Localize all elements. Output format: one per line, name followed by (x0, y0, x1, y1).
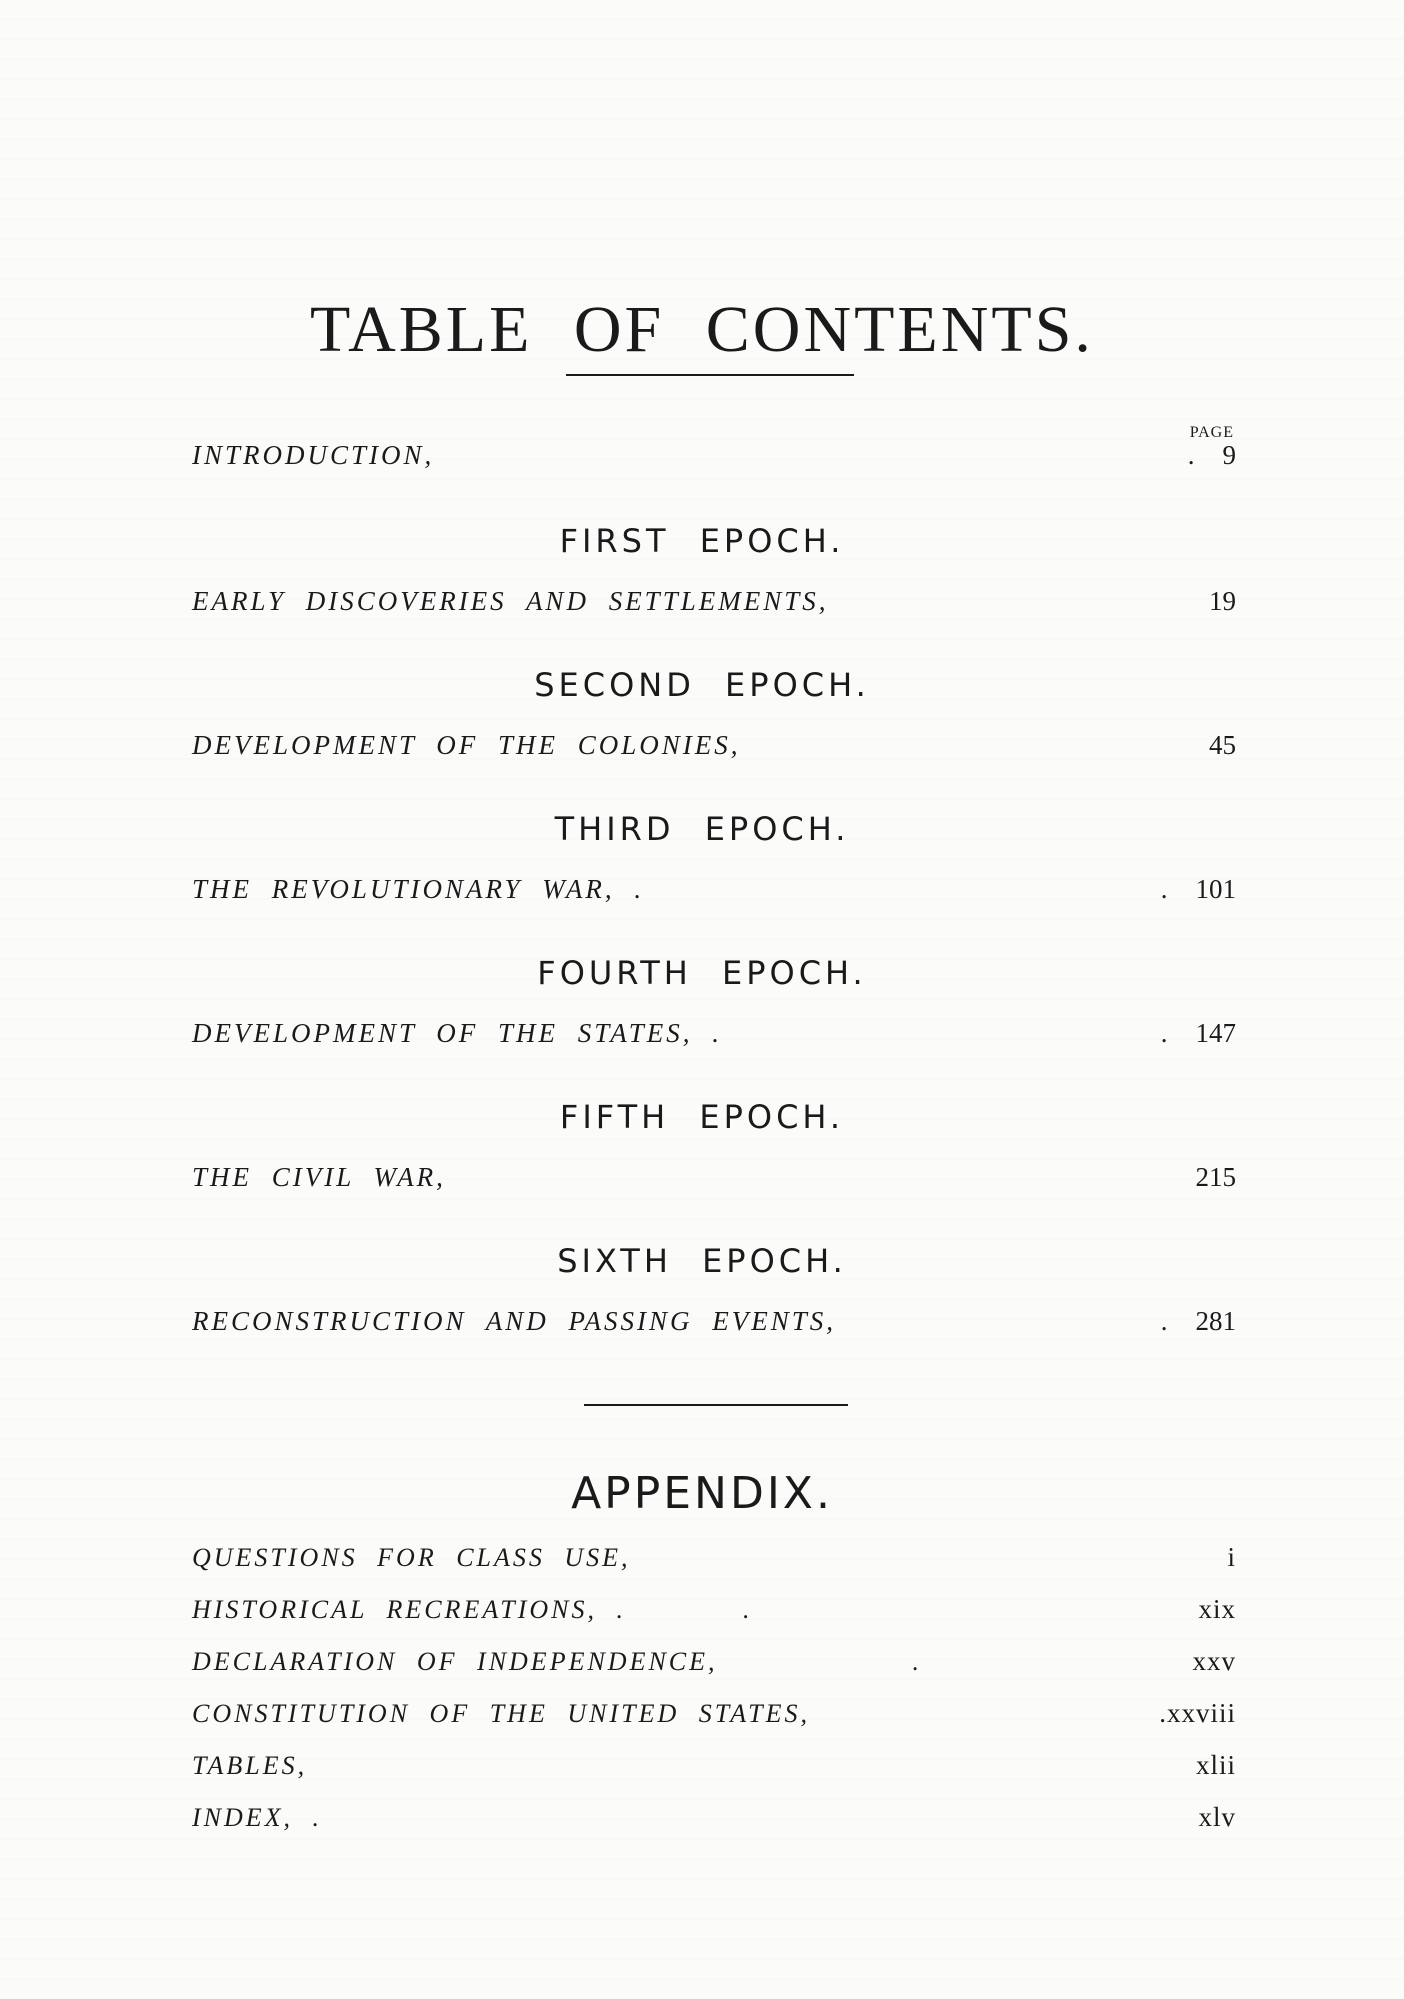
entry-title: RECONSTRUCTION AND PASSING EVENTS, (192, 1306, 837, 1336)
entry-page-number: 9 (1222, 440, 1236, 470)
epoch-heading: FIFTH EPOCH. (559, 1098, 845, 1136)
appendix-entry[interactable] (192, 1802, 1236, 1842)
toc-entry[interactable] (192, 586, 1236, 626)
leader-dot: . (1160, 1018, 1168, 1048)
entry-page-number: 101 (1195, 874, 1236, 904)
epoch-heading: FOURTH EPOCH. (537, 954, 867, 992)
entry-title: EARLY DISCOVERIES AND SETTLEMENTS, (192, 586, 829, 616)
entry-title: TABLES, (192, 1751, 308, 1780)
entry-page-number: xlii (1195, 1750, 1236, 1780)
entry-title: CONSTITUTION OF THE UNITED STATES, (192, 1699, 811, 1728)
toc-entry[interactable] (192, 1018, 1236, 1058)
entry-page-number: .xxviii (1159, 1698, 1236, 1728)
page-column-label: PAGE (1189, 424, 1234, 441)
entry-title: DECLARATION OF INDEPENDENCE, . (192, 1647, 923, 1676)
toc-entry-introduction[interactable] (192, 440, 1236, 480)
leader-dot: . (1187, 440, 1195, 470)
entry-page-number: xix (1198, 1594, 1236, 1624)
appendix-entry[interactable] (192, 1698, 1236, 1738)
entry-page-number: 19 (1209, 586, 1236, 616)
entry-page-number: i (1227, 1542, 1236, 1572)
epoch-heading: FIRST EPOCH. (559, 522, 845, 560)
entry-title: HISTORICAL RECREATIONS, . . (192, 1595, 753, 1624)
entry-title: THE REVOLUTIONARY WAR, . (192, 874, 645, 904)
entry-title: INDEX, . (192, 1803, 323, 1832)
entry-page-number: 281 (1195, 1306, 1236, 1336)
toc-entry[interactable] (192, 1162, 1236, 1202)
epoch-heading: THIRD EPOCH. (554, 810, 850, 848)
toc-entry[interactable] (192, 730, 1236, 770)
entry-title: THE CIVIL WAR, (192, 1162, 446, 1192)
appendix-entry[interactable] (192, 1594, 1236, 1634)
epoch-heading: SIXTH EPOCH. (557, 1242, 847, 1280)
appendix-entry[interactable] (192, 1750, 1236, 1790)
toc-entry[interactable] (192, 874, 1236, 914)
leader-dot: . (1160, 1306, 1168, 1336)
entry-title: INTRODUCTION, (192, 440, 435, 470)
epoch-heading: SECOND EPOCH. (534, 666, 870, 704)
entry-page-number: xlv (1198, 1802, 1236, 1832)
entry-page-number: 147 (1195, 1018, 1236, 1048)
entry-title: QUESTIONS FOR CLASS USE, (192, 1543, 631, 1572)
entry-page-number: xxv (1192, 1646, 1236, 1676)
appendix-entry[interactable] (192, 1646, 1236, 1686)
leader-dot: . (1160, 874, 1168, 904)
appendix-heading: APPENDIX. (571, 1468, 833, 1519)
entry-page-number: 45 (1209, 730, 1236, 760)
title-divider (566, 374, 854, 376)
appendix-entry[interactable] (192, 1542, 1236, 1582)
toc-entry[interactable] (192, 1306, 1236, 1346)
entry-title: DEVELOPMENT OF THE STATES, . (192, 1018, 723, 1048)
entry-title: DEVELOPMENT OF THE COLONIES, (192, 730, 741, 760)
page-title: TABLE OF CONTENTS. (310, 293, 1094, 367)
section-divider (584, 1404, 848, 1406)
entry-page-number: 215 (1195, 1162, 1236, 1192)
